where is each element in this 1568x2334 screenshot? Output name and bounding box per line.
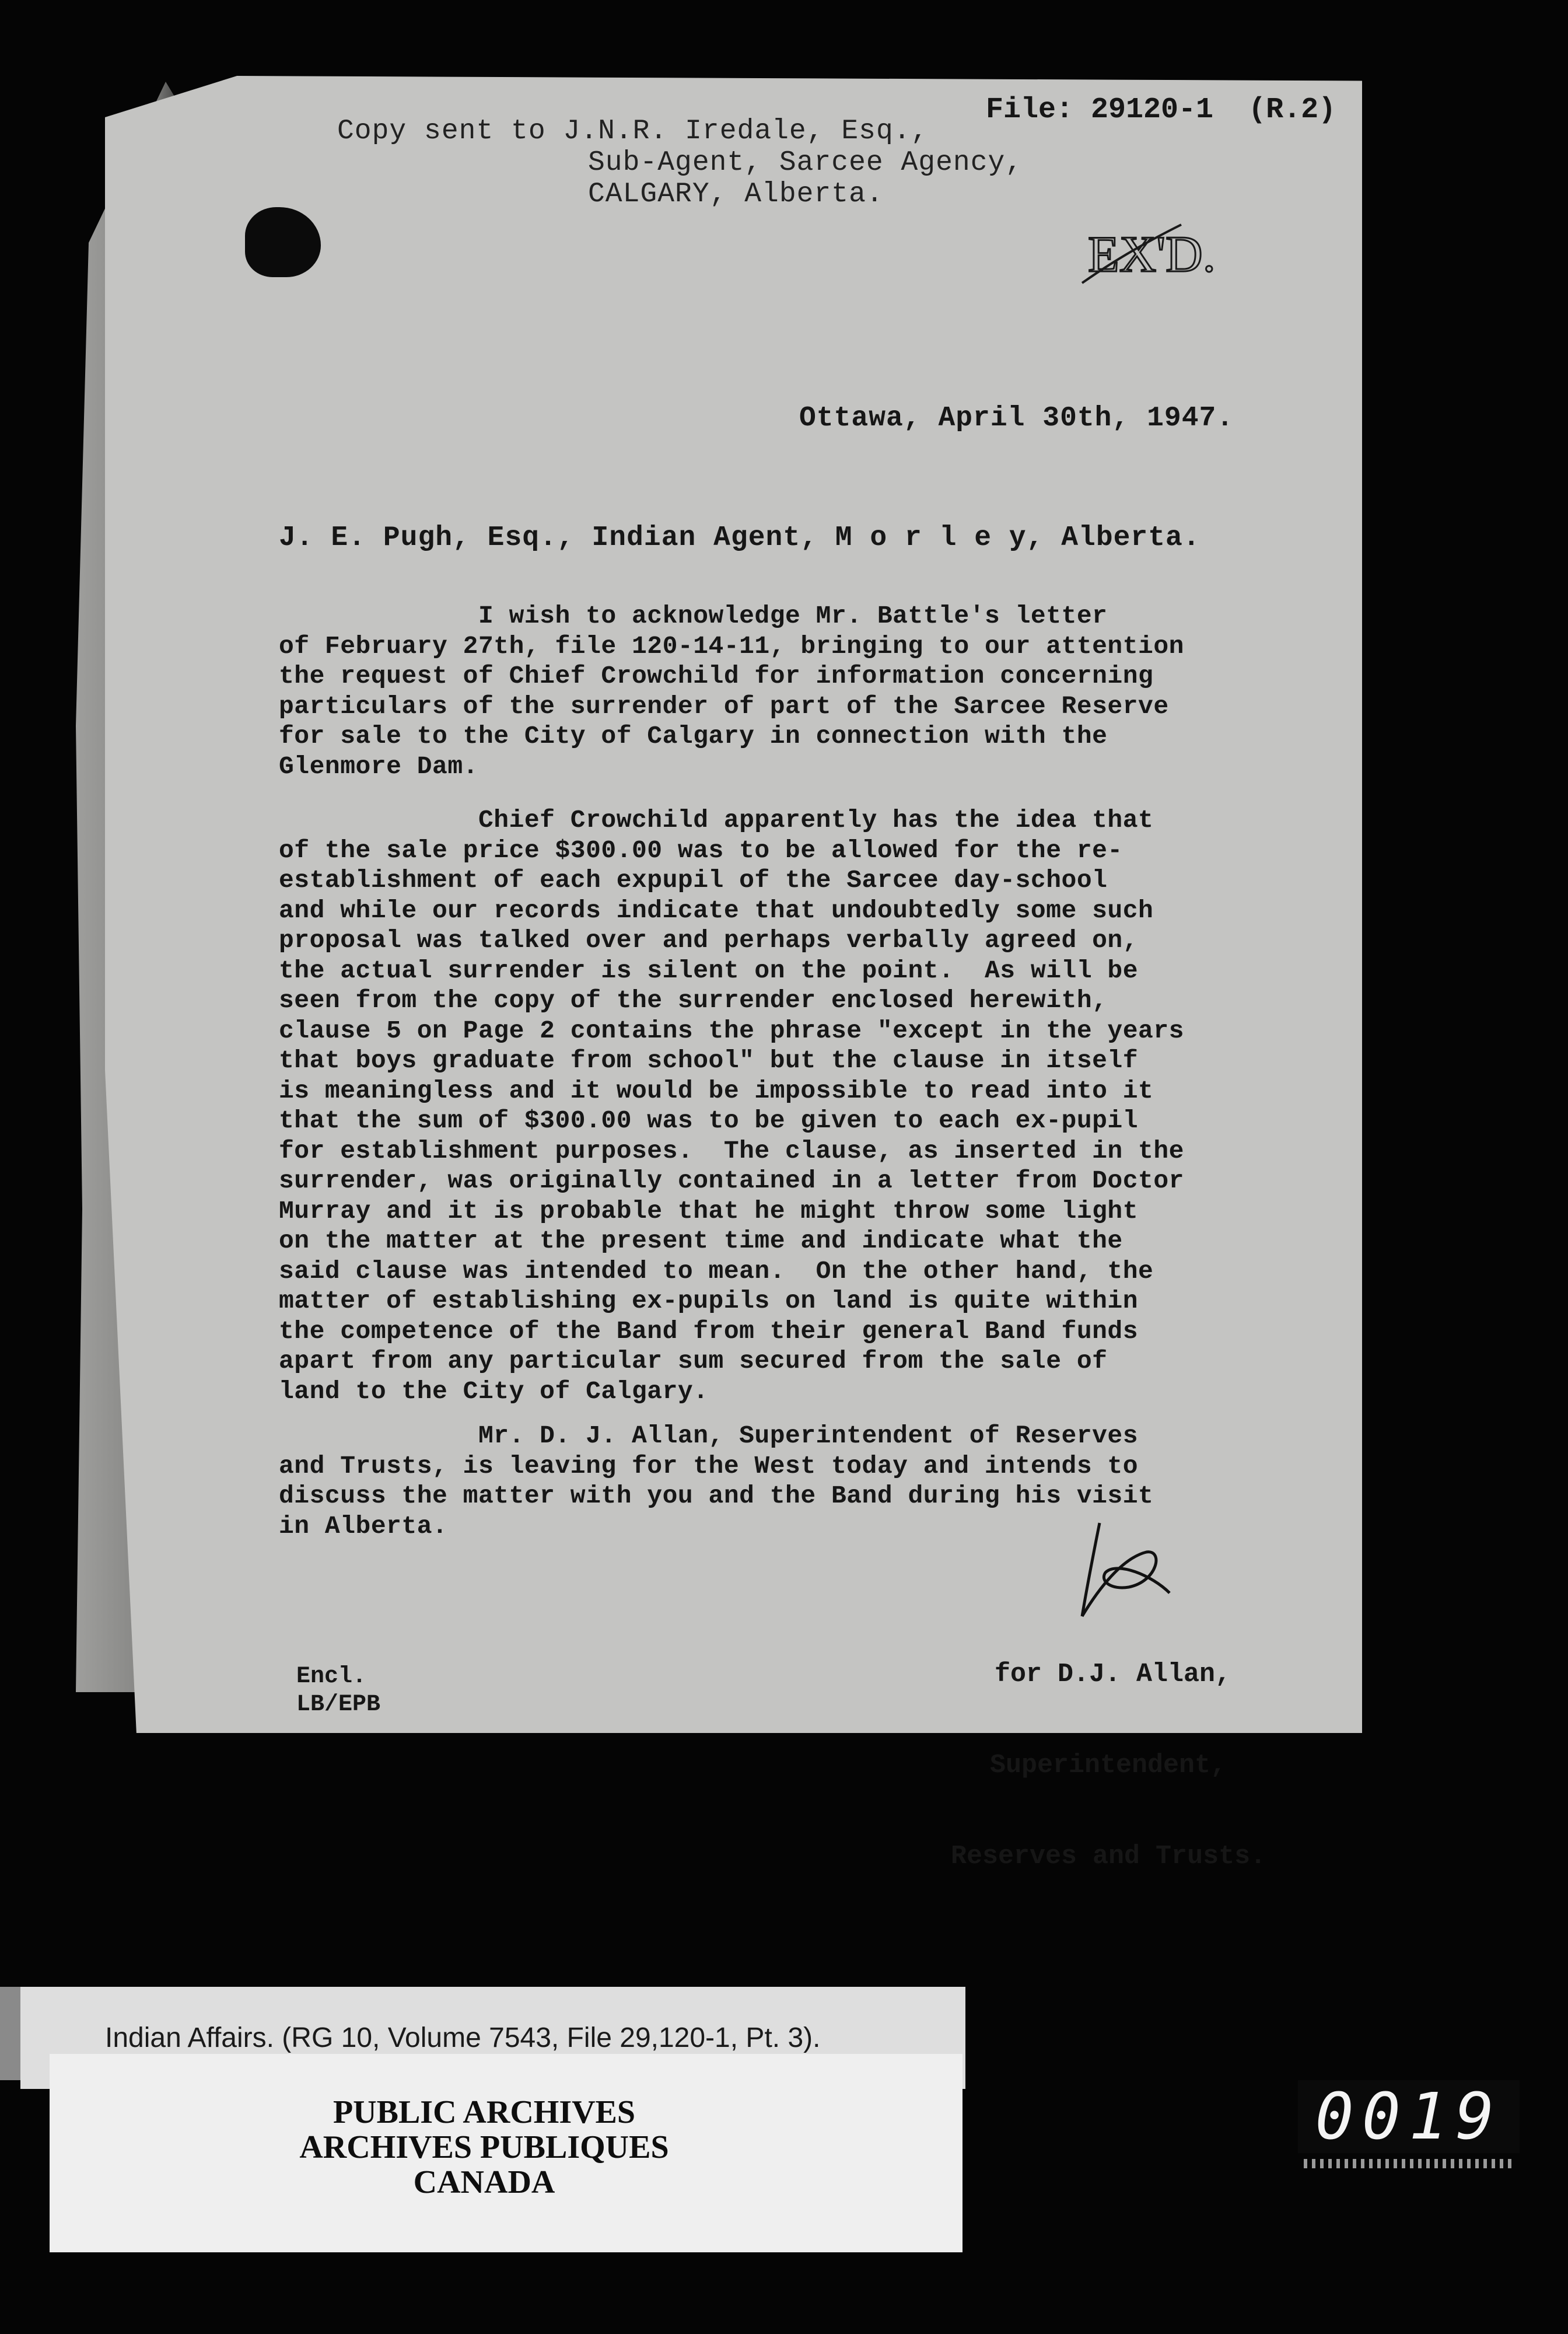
text-line: Mr. D. J. Allan, Superintendent of Reserves [279,1421,1139,1450]
addressee-line: J. E. Pugh, Esq., Indian Agent, M o r l e y, Alberta. [279,522,1200,554]
copy-recipient-line-3: CALGARY, Alberta. [588,179,884,210]
text-line: that boys graduate from school" but the clause in itself [279,1046,1139,1075]
text-line: particulars of the surrender of part of the Sarcee Reserve [279,691,1169,721]
text-line: establishment of each expupil of the Sarcee day-school [279,866,1108,895]
text-line: the actual surrender is silent on the point. As will be [279,956,1139,985]
archives-name-en: PUBLIC ARCHIVES [332,2094,636,2130]
text-line: is meaningless and it would be impossible to read into it [279,1076,1154,1105]
text-line: clause 5 on Page 2 contains the phrase "except in the years [279,1016,1184,1045]
frame-tick-marks [1304,2159,1514,2168]
signature-block [951,1599,1266,1902]
enclosure-line: Encl. [296,1664,367,1690]
text-line: seen from the copy of the surrender enclosed herewith, [279,986,1108,1015]
paragraph-2 [279,805,1346,1406]
file-reference: File: 29120-1 (R.2) [986,93,1336,127]
text-line: land to the City of Calgary. [279,1376,709,1406]
paragraph-3 [279,1421,1346,1541]
paragraph-1 [279,601,1346,781]
text-line: I wish to acknowledge Mr. Battle's letter [279,602,1108,630]
text-line: Glenmore Dam. [279,752,478,781]
text-line: Chief Crowchild apparently has the idea that [279,806,1154,834]
exd-stamp [1076,222,1240,286]
archive-citation: Indian Affairs. (RG 10, Volume 7543, File 29,120-1, Pt. 3). [105,2022,821,2053]
text-line: for sale to the City of Calgary in connection with the [279,722,1108,750]
stamp-text: EX'D. [1088,226,1216,283]
text-line: matter of establishing ex-pupils on land is quite within [279,1287,1139,1315]
text-line: that the sum of $300.00 was to be given to each ex-pupil [279,1106,1139,1135]
text-line: apart from any particular sum secured from the sale of [279,1347,1108,1375]
text-line: Murray and it is probable that he might throw some light [279,1196,1139,1225]
text-line: for establishment purposes. The clause, as inserted in the [279,1136,1184,1165]
archives-name-fr: ARCHIVES PUBLIQUES [299,2129,669,2165]
text-line: the request of Chief Crowchild for information concerning [279,662,1154,690]
archives-country: CANADA [413,2164,555,2200]
text-line: said clause was intended to mean. On the other hand, the [279,1256,1154,1285]
archives-name [50,2095,919,2200]
reference-initials: LB/EPB [296,1692,381,1718]
text-line: proposal was talked over and perhaps verbally agreed on, [279,926,1139,955]
copy-recipient-line-2: Sub-Agent, Sarcee Agency, [588,147,1023,179]
label-shadow [0,1987,23,2080]
text-line: in Alberta. [279,1511,448,1540]
text-line: on the matter at the present time and indicate what the [279,1227,1123,1255]
enclosure-note [296,1663,380,1719]
letter-date: Ottawa, April 30th, 1947. [799,403,1234,434]
closing-line: for D.J. Allan, [995,1659,1231,1689]
text-line: the competence of the Band from their general Band funds [279,1316,1139,1346]
frame-number: 0019 [1298,2080,1520,2153]
text-line: of the sale price $300.00 was to be allowed for the re- [279,836,1123,865]
text-line: and Trusts, is leaving for the West today and intends to [279,1451,1139,1480]
copy-recipient-line-1: Copy sent to J.N.R. Iredale, Esq., [337,116,929,147]
closing-line: Superintendent, [974,1750,1227,1780]
text-line: and while our records indicate that undoubtedly some such [279,896,1154,925]
text-line: discuss the matter with you and the Band during his visit [279,1482,1154,1510]
text-line: of February 27th, file 120-14-11, bringing to our attention [279,631,1184,661]
closing-line: Reserves and Trusts. [951,1842,1266,1871]
text-line: surrender, was originally contained in a letter from Doctor [279,1166,1184,1195]
